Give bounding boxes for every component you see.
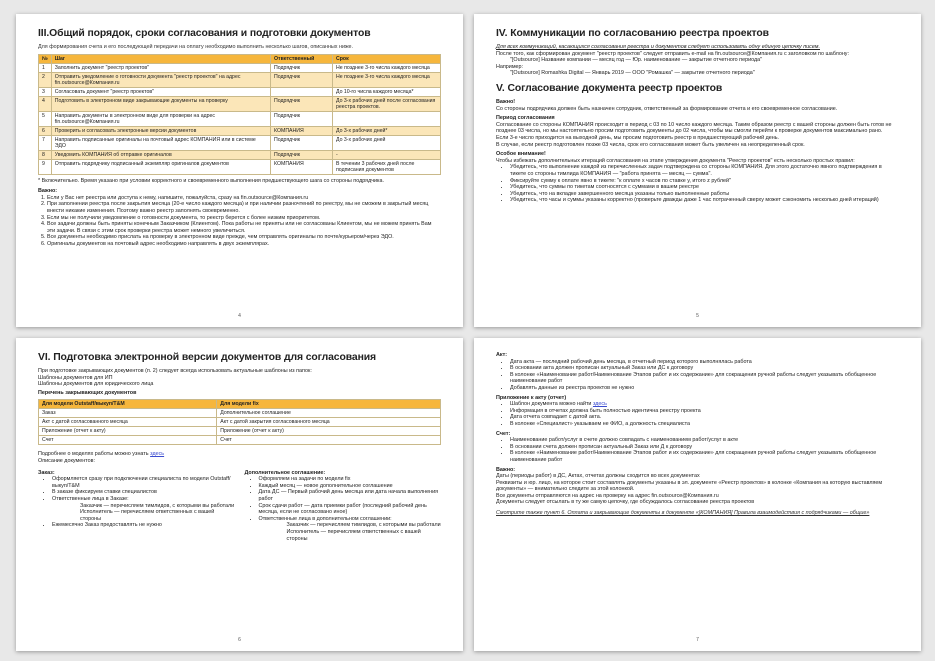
- section-title: III.Общий порядок, сроки согласования и подготовки документов: [38, 28, 371, 39]
- col-owner: Ответственный: [271, 54, 333, 63]
- comm-text: После того, как сформирован документ "реестр проектов" следует отправить e-mail на fin.outsource@Компания.ru с заголовком по шаблону:: [496, 50, 850, 57]
- list-item: • В колонке «Специалист» указываем не ФИО, а должность специалиста: [510, 421, 899, 428]
- page-number: 6: [238, 637, 241, 643]
- table-cell: Отправить уведомление о готовности документа "реестр проектов" на адрес fin.outsource@Компания.ru: [51, 72, 270, 87]
- table-row: [39, 111, 441, 126]
- order-list: [52, 476, 235, 529]
- list-item: Исполнитель — перечисляем ответственных с вашей стороны: [80, 509, 215, 522]
- list-item: • Наименование работ/услуг в счете должно совпадать с наименованием работ/услуг в акте: [510, 437, 899, 444]
- footnote: * Включительно. Время указано при условии корректного и своевременного выполнения предшествующего шага со стороны подрядчика.: [38, 177, 385, 184]
- list-item: 1. Если у Вас нет реестра или доступа к нему, напишите, пожалуйста, сразу на fin.outsource@Компания.ru: [47, 195, 441, 202]
- list-item: 3. Если мы не получили уведомление о готовности документа, то реестр берется с более низким приоритетом.: [47, 215, 441, 222]
- models-link[interactable]: здесь: [150, 451, 165, 458]
- bill-heading: Счет:: [496, 430, 511, 437]
- important-heading: Важно:: [496, 466, 516, 473]
- list-item: • Ответственные лица в Заказе:: [52, 496, 235, 503]
- table-cell: Подрядчик: [271, 135, 333, 150]
- table-row: [39, 150, 441, 159]
- models-more: Подробнее о моделях работы можно узнать здесь: [38, 451, 165, 458]
- intro-text: При подготовке закрывающих документов (п. 2) следует всегда использовать актуальные шаблоны из папок:: [38, 368, 312, 374]
- table-cell: 7: [39, 135, 52, 150]
- table-cell: Отправить подрядчику подписанный экземпляр оригиналов документов: [51, 159, 270, 174]
- table-row: [39, 96, 441, 111]
- table-cell: Уведомить КОМПАНИЯ об отправке оригиналов: [51, 150, 270, 159]
- table-cell: 6: [39, 126, 52, 135]
- list-item: • Фиксируйте сумму к оплате явно в тикете: "к оплате х часов по ставке у, итого z рублей": [510, 178, 899, 185]
- page-4: [16, 14, 463, 327]
- table-cell: Заполнить документ "реестр проектов": [51, 63, 270, 72]
- important-heading: Важно!: [496, 98, 516, 105]
- appendix-list: [510, 401, 899, 427]
- important-heading: Важно:: [38, 188, 58, 195]
- col-num: №: [39, 54, 52, 63]
- order-heading: Заказ:: [38, 469, 55, 476]
- table-cell: Согласовать документ "реестр проектов": [51, 87, 270, 96]
- col-deadline: Срок: [333, 54, 441, 63]
- table-cell: 8: [39, 150, 52, 159]
- list-item: • Убедитесь, что часы и суммы указаны корректно (проверьте дважды даже 1 час потраченный сверху может сэкономить несколько дней итераций): [510, 197, 899, 204]
- list-item: • Убедитесь, что суммы по тикетам соотносятся с суммами в вашем реестре: [510, 184, 899, 191]
- attention-heading: Особое внимание!: [496, 151, 546, 158]
- bill-list: [510, 437, 899, 463]
- table-cell: Акт с датой согласованного месяца: [39, 418, 217, 427]
- template-legal: Шаблоны документов для юридического лица: [38, 381, 154, 388]
- table-cell: 9: [39, 159, 52, 174]
- list-item: • Дата ДС — Первый рабочий день месяца или дата начала выполнения работ: [259, 489, 442, 502]
- comm-intro: Для всех коммуникаций, касающихся согласования реестра и документов следует использовать одну единую цепочку писем.: [496, 44, 820, 50]
- col-fix: Для модели fix: [217, 400, 441, 409]
- list-item: 6. Оригиналы документов на почтовый адрес необходимо направлять в двух экземплярах.: [47, 241, 441, 248]
- table-cell: Подготовить в электронном виде закрывающие документы на проверку: [51, 96, 270, 111]
- table-cell: Подрядчик: [271, 96, 333, 111]
- table-cell: 5: [39, 111, 52, 126]
- list-item: • Добавлять данные из реестра проектов не нужно: [510, 385, 899, 392]
- col-outstaff: Для модели Outstaff/выкуп/T&M: [39, 400, 217, 409]
- table-cell: В течении 3 рабочих дней после подписания документов: [333, 159, 441, 174]
- act-heading: Акт:: [496, 352, 508, 358]
- list-item: 5. Все документы необходимо прислать на проверку в электронном виде прежде, чем отправлять оригиналы по почте/курьером/через ЭДО.: [47, 234, 441, 241]
- table-row: [39, 436, 441, 445]
- table-cell: Счет: [217, 436, 441, 445]
- comm-template: "[Outsource] Название компании — месяц год — Юр. наименование — закрытие отчетного периода": [510, 57, 763, 64]
- page-6: [16, 338, 463, 651]
- table-cell: Не позднее 3-го числа каждого месяца: [333, 72, 441, 87]
- table-row: [39, 87, 441, 96]
- list-item: • Ответственные лица в дополнительном соглашении:: [259, 516, 442, 523]
- see-also-link[interactable]: Смотрите также пункт 6. Оплата и закрывающие документы в документе «[КОМПАНИЯ] Правила взаимодействия с подрядчиками — общие»: [496, 510, 870, 517]
- documents-table: [38, 399, 441, 445]
- table-row: [39, 409, 441, 418]
- order-column: [38, 470, 235, 543]
- table-cell: Не позднее 3-го числа каждого месяца: [333, 63, 441, 72]
- list-item: • Ежемесячно Заказ предоставлять не нужно: [52, 522, 235, 529]
- table-cell: Приложение (отчет к акту): [39, 427, 217, 436]
- table-cell: Подрядчик: [271, 111, 333, 126]
- table-cell: Счет: [39, 436, 217, 445]
- section-title: VI. Подготовка электронной версии документов для согласования: [38, 352, 376, 363]
- table-cell: 3: [39, 87, 52, 96]
- list-item: Исполнитель — перечисляем ответственных с вашей стороны: [286, 528, 421, 542]
- table-cell: -: [333, 150, 441, 159]
- list-item: • В колонке «Наименование работ/Наименование Этапов работ и их содержание» для сокращения ручной работы следует указывать обобщенное наименование работ: [510, 450, 899, 463]
- table-cell: 1: [39, 63, 52, 72]
- agreement-column: [245, 470, 442, 543]
- comm-example-label: Например:: [496, 63, 524, 70]
- table-cell: КОМПАНИЯ: [271, 159, 333, 174]
- list-item: 4. Все задачи должны быть приняты конечным Заказчиком (Клиентом). Пока работы не приняты или не согласованы Клиентом, мы не можем принять Вам эти задачи. В связи с этим срок проверки реестра может немного увеличиться.: [47, 221, 441, 234]
- page-7: [474, 338, 921, 651]
- steps-table: [38, 54, 441, 175]
- desc-label: Описание документов:: [38, 457, 95, 464]
- rules-list: [510, 164, 899, 204]
- attention-text: Чтобы избежать дополнительных итераций согласования на этапе утверждения документа "Реестр проектов" есть несколько простых правил:: [496, 157, 855, 164]
- agreement-heading: Дополнительное соглашение:: [244, 469, 326, 476]
- list-item: • Шаблон документа можно найти здесь: [510, 401, 899, 408]
- table-cell: Направить подписанные оригиналы на почтовый адрес КОМПАНИЯ или в системе ЭДО: [51, 135, 270, 150]
- table-cell: Акт с датой закрытия согласованного месяца: [217, 418, 441, 427]
- important-line: Даты (периоды работ) в ДС, Актах, отчетах должны сходится во всех документах: [496, 473, 700, 480]
- period-text-2: Если 3-е число приходится на выходной день, мы просим подготовить реестр в предшествующий рабочий день.: [496, 134, 780, 141]
- table-row: [39, 159, 441, 174]
- period-text: Согласование со стороны КОМПАНИЯ происходит в период с 03 по 10 число каждого месяца. Таким образом реестр с вашей стороны должен быть готов не позднее 03 числа, но мы настоятельно просим подготовить документы до 02 числа, чтобы мы смогли перейти к проверке документов максимально рано.: [496, 121, 892, 135]
- period-heading: Период согласования: [496, 115, 555, 122]
- list-item: • Оформляется сразу при подключении специалиста по модели Outstaff/выкуп/T&M: [52, 476, 235, 489]
- list-item: • Убедитесь, что на вкладке завершенного месяца указаны только выполненные работы: [510, 191, 899, 198]
- page-number: 5: [696, 313, 699, 319]
- table-row: [39, 72, 441, 87]
- period-text-3: В случае, если реестр подготовлен позже 03 числа, срок его согласования может быть увеличен на неопределенный срок.: [496, 141, 805, 148]
- table-row: [39, 126, 441, 135]
- table-row: [39, 63, 441, 72]
- list-item: • В колонке «Наименование работ/Наименование Этапов работ и их содержание» для сокращения ручной работы следует указывать обобщенное наименование работ: [510, 372, 899, 385]
- page-5: [474, 14, 921, 327]
- list-item: • Срок сдачи работ — дата приемки работ (последний рабочий день месяца, если не согласовано иное): [259, 503, 442, 516]
- table-cell: Подрядчик: [271, 150, 333, 159]
- list-item: • Каждый месяц — новое дополнительное соглашение: [259, 483, 442, 490]
- list-item: • Дата отчета совпадает с датой акта.: [510, 414, 899, 421]
- table-cell: До 3-х рабочих дней: [333, 135, 441, 150]
- table-cell: Приложение (отчет к акту): [217, 427, 441, 436]
- list-item: Заказчик — перечисляем тимлидов, с которыми вы работали: [80, 502, 235, 509]
- appendix-heading: Приложение к акту (отчет): [496, 394, 567, 401]
- comm-example: "[Outsource] Romashka Digital — Январь 2019 — ООО "Ромашка" — закрытие отчетного периода": [510, 70, 755, 77]
- list-item: Заказчик — перечисляем тимлидов, с которыми вы работали: [286, 522, 441, 529]
- agreement-list: [259, 476, 442, 542]
- table-cell: Направить документы в электронном виде для проверки на адрес fin.outsource@Компания.ru: [51, 111, 270, 126]
- table-cell: До 10-го числа каждого месяца*: [333, 87, 441, 96]
- table-cell: До 3-х рабочих дней*: [333, 126, 441, 135]
- list-item: • Оформляем на задачи по модели fix: [259, 476, 442, 483]
- page-number: 7: [696, 637, 699, 643]
- template-ip: Шаблоны документов для ИП: [38, 374, 113, 381]
- list-item: • В основании акта должен прописан актуальный Заказ или ДС к договору: [510, 365, 899, 372]
- table-cell: Подрядчик: [271, 72, 333, 87]
- table-cell: Заказ: [39, 409, 217, 418]
- section-title-v: V. Согласование документа реестр проектов: [496, 82, 723, 94]
- list-item: • Дата акта — последний рабочий день месяца, в отчетный период которого выполнялась работа: [510, 359, 899, 366]
- table-cell: 2: [39, 72, 52, 87]
- act-list: [510, 359, 899, 392]
- important-line: Документы следует отсылать в ту же самую цепочку, где обсуждалось согласование реестра проектов: [496, 499, 755, 506]
- table-cell: Подрядчик: [271, 63, 333, 72]
- list-item: 2. При заполнении реестра после закрытия месяца (20-е число каждого месяца) и при наличии разночтений по реестру, мы не сможем в закрытый месяц внести никакие изменения. Поэтому важно реестр заполнять своевременно.: [47, 201, 441, 214]
- table-row: [39, 135, 441, 150]
- table-cell: Проверить и согласовать электронные версии документов: [51, 126, 270, 135]
- table-cell: До 3-х рабочих дней после согласования реестра проектов.: [333, 96, 441, 111]
- col-step: Шаг: [51, 54, 270, 63]
- table-cell: [333, 111, 441, 126]
- intro-text: Для формирования счета и его последующей передачи на оплату необходимо выполнить несколько шагов, описанных ниже.: [38, 44, 354, 50]
- important-list: [47, 195, 441, 248]
- important-lines: [496, 473, 899, 506]
- list-item: • В основании счета должен прописан актуальный Заказ или Д к договору: [510, 444, 899, 451]
- table-cell: КОМПАНИЯ: [271, 126, 333, 135]
- table-cell: Дополнительное соглашение: [217, 409, 441, 418]
- important-line: Все документы отправляются на адрес на проверку на адрес fin.outsource@Компания.ru: [496, 492, 719, 499]
- table-cell: [271, 87, 333, 96]
- table-row: [39, 427, 441, 436]
- section-title-iv: IV. Коммуникации по согласованию реестра проектов: [496, 28, 769, 39]
- template-link[interactable]: здесь: [592, 401, 607, 408]
- list-item: • Информация в отчетах должна быть полностью идентична реестру проекта: [510, 408, 899, 415]
- page-number: 4: [238, 313, 241, 319]
- important-text: Со стороны подрядчика должен быть назначен сотрудник, ответственный за формирование отчета и его своевременное согласование.: [496, 105, 838, 112]
- table-row: [39, 418, 441, 427]
- list-item: • В заказе фиксируем ставки специалистов: [52, 489, 235, 496]
- list-item: • Убедитесь, что выполнение каждой из перечисленных задач подтверждена со стороны КОМПАНИЯ. Для этого достаточно явного подтверждения в тикете со стороны тимлида КОМПАНИЯ — "работа принята — месяц — сумма".: [510, 164, 899, 177]
- table-cell: 4: [39, 96, 52, 111]
- important-line: Реквизиты и юр. лицо, на которое стоит составлять документы указаны в эл. документе «Реестр проектов» в колонке «Компания на которую выставляем документы» — внимательно следите за этой колонкой.: [496, 479, 883, 493]
- list-heading: Перечень закрывающих документов: [38, 389, 137, 396]
